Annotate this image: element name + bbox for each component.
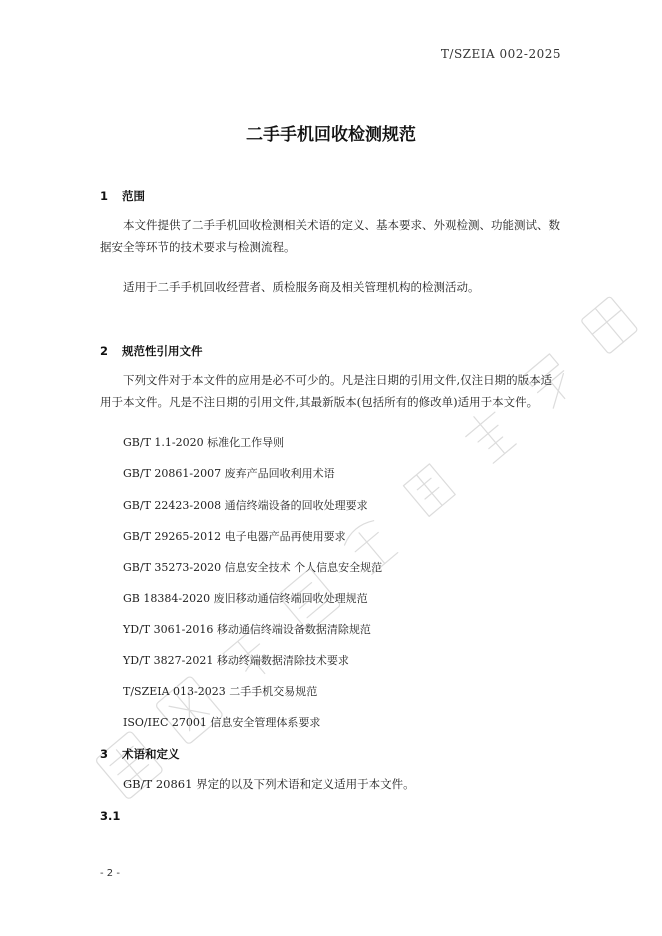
reference-item: GB/T 22423-2008 通信终端设备的回收处理要求 (123, 499, 368, 512)
section-number: 3 (100, 747, 109, 761)
paragraph: 下列文件对于本文件的应用是必不可少的。凡是注日期的引用文件,仅注日期的版本适用于本文件。凡是不注日期的引用文件,其最新版本(包括所有的修改单)适用于本文件。 (100, 373, 553, 409)
reference-item: ISO/IEC 27001 信息安全管理体系要求 (123, 716, 321, 729)
reference-item: GB/T 29265-2012 电子电器产品再使用要求 (123, 530, 346, 543)
reference-item: GB/T 20861-2007 废弃产品回收利用术语 (123, 467, 335, 480)
paragraph: 适用于二手手机回收经营者、质检服务商及相关管理机构的检测活动。 (123, 280, 480, 294)
reference-item: GB/T 1.1-2020 标准化工作导则 (123, 436, 285, 449)
document-code: T/SZEIA 002-2025 (440, 47, 561, 61)
paragraph: GB/T 20861 界定的以及下列术语和定义适用于本文件。 (123, 777, 415, 791)
page-number: - 2 - (100, 868, 120, 879)
paragraph: 本文件提供了二手手机回收检测相关术语的定义、基本要求、外观检测、功能测试、数据安全等环节的技术要求与检测流程。 (100, 218, 560, 254)
section-title: 规范性引用文件 (122, 344, 203, 358)
section-title: 术语和定义 (122, 747, 180, 761)
reference-item: T/SZEIA 013-2023 二手手机交易规范 (123, 685, 318, 698)
section-2-heading (100, 343, 203, 359)
section-title: 范围 (122, 189, 146, 203)
section-3-heading (100, 746, 180, 762)
document-title: 二手手机回收检测规范 (246, 125, 416, 145)
reference-item: GB 18384-2020 废旧移动通信终端回收处理规范 (123, 592, 368, 605)
reference-item: GB/T 35273-2020 信息安全技术 个人信息安全规范 (123, 561, 383, 574)
section-number: 1 (100, 189, 109, 203)
reference-item: YD/T 3061-2016 移动通信终端设备数据清除规范 (123, 623, 371, 636)
reference-item: YD/T 3827-2021 移动终端数据清除技术要求 (123, 654, 349, 667)
section-number: 2 (100, 344, 109, 358)
subsection-heading: 3.1 (100, 809, 121, 823)
section-1-heading (100, 188, 145, 204)
